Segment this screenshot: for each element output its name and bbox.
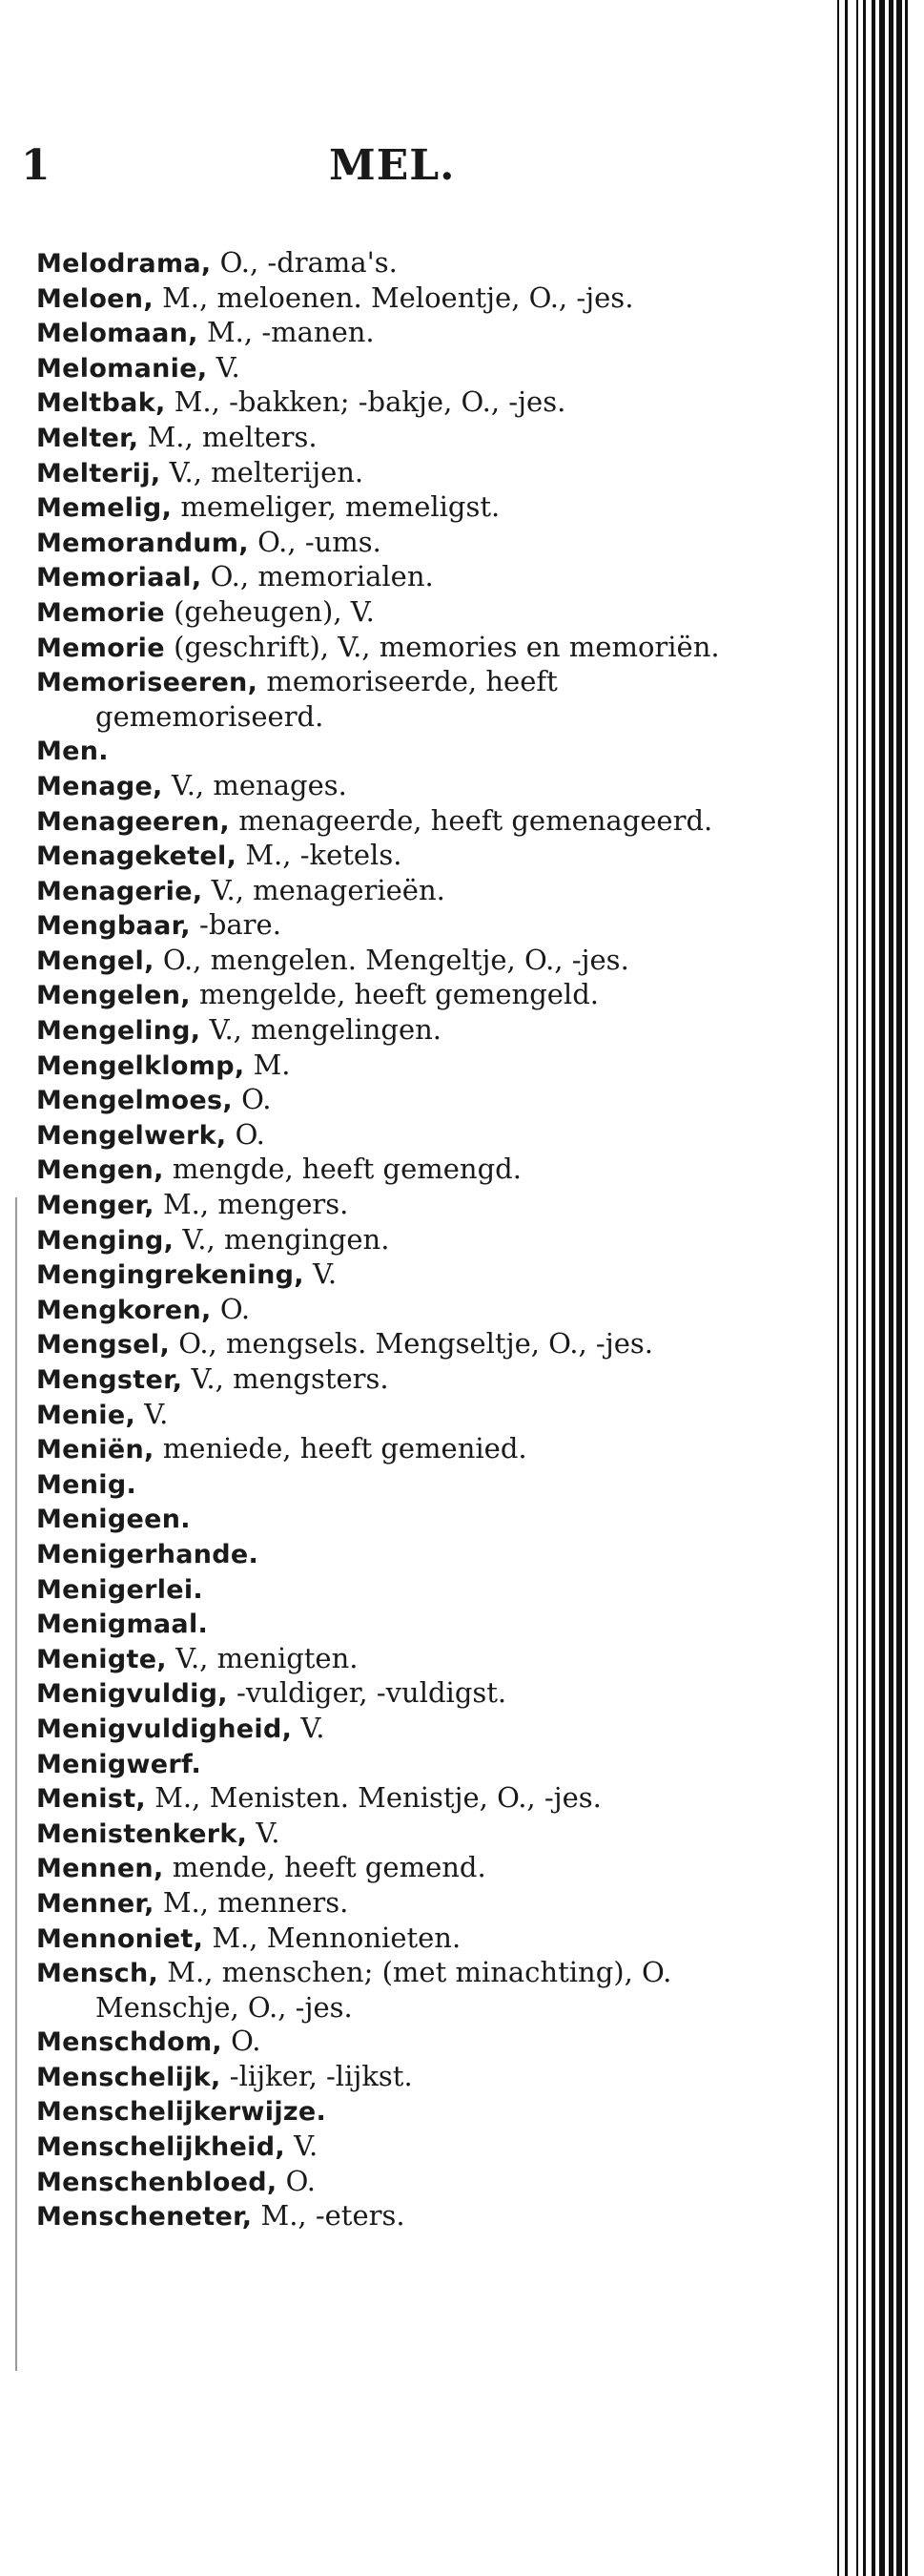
entry-definition: (geschrift), V., memories en memoriën. — [164, 630, 720, 663]
dictionary-entry — [36, 1712, 732, 1747]
entry-headword: Menageeren, — [36, 806, 230, 837]
entry-definition: M., Mennonieten. — [203, 1921, 462, 1954]
entry-definition: M., meloenen. Meloentje, O., -jes. — [153, 280, 634, 314]
entry-headword: Meniën, — [36, 1435, 154, 1465]
dictionary-entry — [36, 2060, 732, 2095]
entry-headword: Mennen, — [36, 1854, 164, 1884]
entry-headword: Menie, — [36, 1400, 136, 1430]
dictionary-entry — [36, 2165, 732, 2200]
edge-line — [845, 0, 848, 2576]
entry-definition: O. — [221, 2025, 261, 2058]
entry-headword: Menigerlei. — [36, 1574, 203, 1605]
entry-headword: Mennoniet, — [36, 1923, 204, 1954]
entry-headword: Menigerhande. — [36, 1539, 259, 1569]
entry-definition: V., mengelingen. — [200, 1013, 442, 1047]
entry-definition: V. — [303, 1257, 338, 1291]
dictionary-entry — [36, 631, 732, 666]
entry-headword: Menist, — [36, 1784, 146, 1815]
left-margin-rule — [15, 1197, 17, 2371]
edge-line — [889, 0, 893, 2576]
dictionary-entry — [36, 1572, 732, 1608]
edge-line — [863, 0, 866, 2576]
entry-definition: M., menschen; (met minachting), O. Menschje, O., -jes. — [95, 1956, 672, 2024]
entry-headword: Mengelmoes, — [36, 1086, 233, 1116]
entry-definition: M., -eters. — [252, 2199, 405, 2233]
entry-headword: Mengel, — [36, 945, 154, 976]
entry-headword: Mensch, — [36, 1959, 159, 1989]
entry-headword: Menistenkerk, — [36, 1818, 248, 1849]
entry-definition: O. — [232, 1083, 272, 1116]
dictionary-entry — [36, 1467, 732, 1503]
dictionary-entry — [36, 1817, 732, 1852]
dictionary-entry — [36, 1257, 732, 1293]
edge-line — [896, 0, 902, 2576]
dictionary-entry — [36, 734, 732, 769]
edge-line — [872, 0, 875, 2576]
entry-definition: mengde, heeft gemengd. — [163, 1153, 522, 1186]
dictionary-entry — [36, 769, 732, 804]
edge-line — [879, 0, 885, 2576]
entry-definition: -bare. — [190, 908, 281, 942]
dictionary-entry — [36, 2129, 732, 2165]
entry-headword: Mengeling, — [36, 1016, 201, 1047]
entry-definition: V., mengsters. — [182, 1362, 389, 1395]
entry-definition: -lijker, -lijkst. — [220, 2059, 413, 2092]
entry-definition: memoriseerde, heeft gememoriseerd. — [95, 665, 558, 733]
entry-definition: V., mengingen. — [174, 1222, 390, 1256]
edge-line — [837, 0, 839, 2576]
dictionary-entries — [36, 246, 732, 2234]
dictionary-entry — [36, 281, 732, 317]
entry-definition: mende, heeft gemend. — [163, 1851, 486, 1884]
dictionary-entry — [36, 526, 732, 561]
dictionary-entry — [36, 1747, 732, 1782]
dictionary-entry — [36, 1537, 732, 1572]
dictionary-entry — [36, 908, 732, 944]
entry-headword: Menagerie, — [36, 876, 203, 906]
entry-headword: Memorie — [36, 633, 165, 663]
entry-definition: V. — [284, 2129, 318, 2163]
dictionary-entry — [36, 246, 732, 281]
dictionary-entry — [36, 351, 732, 386]
dictionary-entry — [36, 1432, 732, 1467]
entry-definition: memeliger, memeligst. — [172, 490, 501, 524]
entry-definition: M., Menisten. Menistje, O., -jes. — [146, 1781, 602, 1815]
entry-headword: Memorandum, — [36, 528, 249, 558]
entry-definition: O., -drama's. — [211, 246, 398, 279]
dictionary-entry — [36, 2025, 732, 2060]
entry-definition: V. — [247, 1816, 280, 1849]
entry-definition: V. — [207, 350, 240, 384]
dictionary-entry — [36, 385, 732, 421]
entry-definition: O. — [211, 1292, 251, 1325]
dictionary-entry — [36, 1223, 732, 1258]
entry-headword: Melomaan, — [36, 319, 198, 349]
dictionary-entry — [36, 456, 732, 491]
entry-definition: M., -manen. — [197, 316, 375, 349]
entry-definition: M., -ketels. — [236, 839, 402, 872]
dictionary-entry — [36, 2199, 732, 2234]
entry-definition: V. — [135, 1397, 169, 1430]
entry-headword: Menschdom, — [36, 2027, 222, 2058]
dictionary-entry — [36, 595, 732, 631]
entry-definition: meniede, heeft gemenied. — [154, 1432, 527, 1465]
dictionary-entry — [36, 1956, 732, 2025]
entry-headword: Melomanie, — [36, 353, 208, 384]
dictionary-entry — [36, 1502, 732, 1537]
dictionary-entry — [36, 804, 732, 840]
entry-headword: Menger, — [36, 1191, 154, 1221]
dictionary-entry — [36, 1676, 732, 1712]
dictionary-entry — [36, 1781, 732, 1817]
dictionary-entry — [36, 839, 732, 874]
dictionary-entry — [36, 978, 732, 1013]
entry-definition: V., menagerieën. — [202, 873, 445, 906]
dictionary-entry — [36, 490, 732, 526]
entry-headword: Menner, — [36, 1888, 154, 1919]
dictionary-entry — [36, 560, 732, 595]
entry-headword: Menigvuldigheid, — [36, 1714, 293, 1744]
entry-headword: Menigmaal. — [36, 1610, 209, 1640]
dictionary-entry — [36, 1049, 732, 1084]
entry-definition: O., -ums. — [248, 525, 381, 558]
dictionary-entry — [36, 1398, 732, 1433]
entry-headword: Mengingrekening, — [36, 1260, 304, 1291]
entry-headword: Menageketel, — [36, 841, 237, 872]
entry-definition: menageerde, heeft gemenageerd. — [229, 803, 713, 837]
entry-headword: Menging, — [36, 1225, 175, 1256]
dictionary-entry — [36, 944, 732, 979]
entry-headword: Memoriseeren, — [36, 668, 258, 698]
entry-headword: Mengelklomp, — [36, 1050, 245, 1081]
dictionary-entry — [36, 1642, 732, 1677]
entry-definition: M., mengers. — [154, 1188, 349, 1221]
dictionary-entry — [36, 1362, 732, 1398]
dictionary-entry — [36, 1327, 732, 1362]
entry-headword: Mengen, — [36, 1155, 164, 1186]
running-head: MEL. — [329, 141, 456, 190]
entry-definition: M. — [244, 1048, 291, 1081]
entry-definition: mengelde, heeft gemengeld. — [190, 978, 599, 1011]
entry-definition: V., menigten. — [166, 1641, 359, 1674]
entry-headword: Menscheneter, — [36, 2202, 253, 2233]
page-number: 1 — [21, 141, 51, 190]
entry-headword: Mengelen, — [36, 981, 191, 1011]
dictionary-entry — [36, 1188, 732, 1223]
dictionary-entry — [36, 1886, 732, 1922]
dictionary-entry — [36, 1153, 732, 1188]
entry-headword: Menigeen. — [36, 1505, 191, 1535]
entry-headword: Menschelijk, — [36, 2062, 221, 2092]
entry-headword: Memorie — [36, 597, 165, 628]
entry-headword: Mengsel, — [36, 1330, 171, 1361]
entry-headword: Melter, — [36, 423, 139, 453]
entry-headword: Mengster, — [36, 1365, 183, 1395]
entry-headword: Menage, — [36, 771, 163, 801]
dictionary-entry — [36, 1851, 732, 1886]
entry-headword: Menschenbloed, — [36, 2167, 277, 2197]
entry-headword: Mengbaar, — [36, 911, 191, 942]
dictionary-entry — [36, 316, 732, 351]
entry-definition: O. — [226, 1117, 265, 1151]
entry-headword: Mengkoren, — [36, 1295, 212, 1325]
entry-headword: Meloen, — [36, 283, 154, 314]
dictionary-entry — [36, 1293, 732, 1328]
entry-headword: Menschelijkerwijze. — [36, 2097, 327, 2128]
entry-definition: V. — [292, 1711, 325, 1744]
entry-headword: Menigte, — [36, 1644, 167, 1674]
entry-definition: M., melters. — [138, 420, 318, 453]
dictionary-entry — [36, 1083, 732, 1118]
entry-headword: Memoriaal, — [36, 563, 202, 593]
entry-headword: Menig. — [36, 1469, 137, 1500]
entry-definition: -vuldiger, -vuldigst. — [227, 1676, 507, 1710]
dictionary-entry — [36, 665, 732, 734]
entry-headword: Mengelwerk, — [36, 1120, 227, 1151]
entry-headword: Men. — [36, 737, 109, 767]
entry-definition: O., mengsels. Mengseltje, O., -jes. — [170, 1327, 653, 1361]
entry-definition: O., memorialen. — [201, 560, 434, 593]
edge-line — [856, 0, 858, 2576]
entry-headword: Melterij, — [36, 458, 161, 488]
dictionary-entry — [36, 2094, 732, 2129]
entry-headword: Menschelijkheid, — [36, 2132, 285, 2163]
dictionary-entry — [36, 1118, 732, 1153]
entry-headword: Menigwerf. — [36, 1749, 202, 1779]
entry-definition: O., mengelen. Mengeltje, O., -jes. — [154, 943, 629, 976]
entry-headword: Melodrama, — [36, 249, 212, 279]
dictionary-entry — [36, 1922, 732, 1957]
entry-definition: V., menages. — [162, 768, 347, 801]
entry-headword: Meltbak, — [36, 388, 166, 419]
entry-definition: M., -bakken; -bakje, O., -jes. — [165, 385, 566, 419]
entry-definition: M., menners. — [154, 1885, 349, 1919]
entry-headword: Menigvuldig, — [36, 1679, 228, 1710]
entry-headword: Memelig, — [36, 493, 173, 524]
dictionary-entry — [36, 1013, 732, 1049]
entry-definition: (geheugen), V. — [164, 594, 375, 628]
dictionary-entry — [36, 874, 732, 909]
dictionary-entry — [36, 421, 732, 456]
edge-line — [905, 0, 908, 2576]
entry-definition: O. — [277, 2164, 316, 2197]
dictionary-entry — [36, 1607, 732, 1642]
entry-definition: V., melterijen. — [160, 455, 364, 488]
